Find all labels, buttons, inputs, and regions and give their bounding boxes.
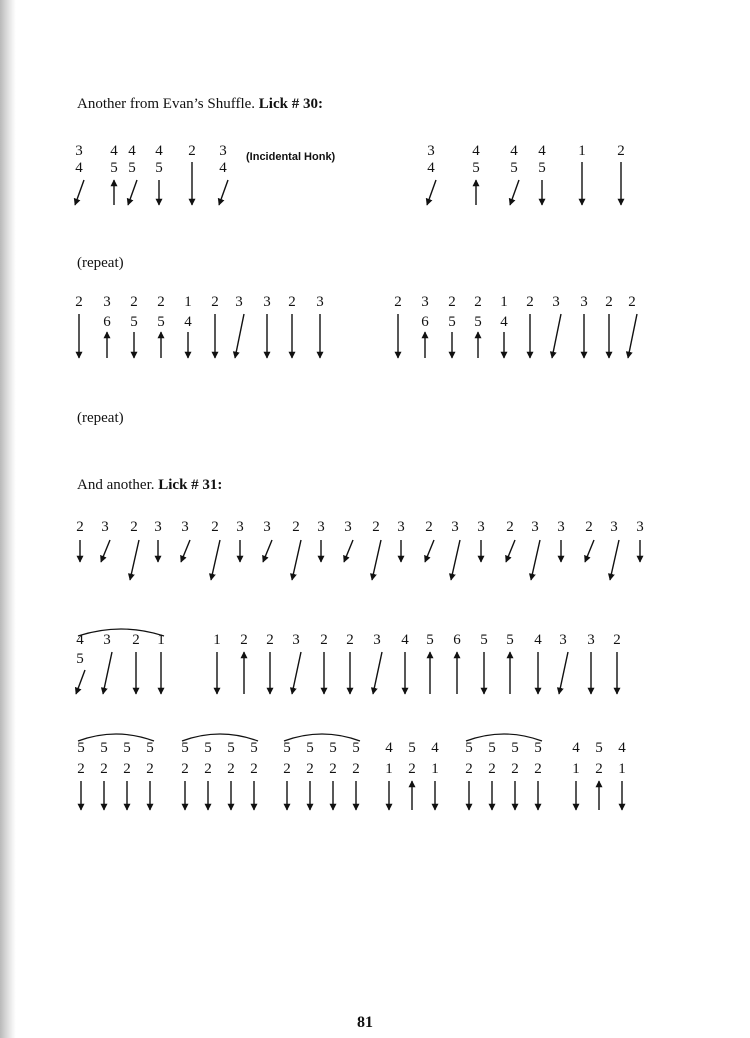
lick31-row1-arrow-4 [181,540,190,562]
lick31-row1-num-2: 2 [130,519,138,535]
lick31-row3-mid-0: 2 [77,761,85,777]
lick-30-intro: Another from Evan’s Shuffle. [77,96,256,112]
lick31-row1-num-16: 2 [506,519,514,535]
lick31-row3-top-8: 5 [283,740,291,756]
lick30-row1-arrow-6 [427,180,436,205]
lick30-row1-mid-2: 5 [128,160,136,176]
lick31-row1-arrow-10 [344,540,353,562]
repeat-label-2: (repeat) [77,410,124,426]
lick31-row1-arrow-13 [425,540,434,562]
lick30-row2-top-10: 2 [394,294,402,310]
lick31-row2-arrow-1 [103,652,112,694]
lick31-row1-num-17: 3 [531,519,539,535]
lick31-row3-mid-15: 2 [465,761,473,777]
lick30-row1-mid-8: 5 [510,160,518,176]
lick31-row3-top-1: 5 [100,740,108,756]
lick31-row1-arrow-11 [372,540,381,580]
lick31-row1-arrow-20 [610,540,619,580]
lick31-row2-top-6: 2 [266,632,274,648]
lick31-row2-top-10: 3 [373,632,381,648]
lick31-row3-top-12: 4 [385,740,393,756]
lick31-row2-top-5: 2 [240,632,248,648]
lick31-row3-top-19: 4 [572,740,580,756]
lick30-row1-top-6: 3 [427,143,435,159]
lick31-row3-slur-1 [78,734,154,741]
lick30-row1-mid-0: 4 [75,160,83,176]
lick31-row1-num-13: 2 [425,519,433,535]
lick31-row3-slur-2 [182,734,258,741]
lick31-row1-num-7: 3 [263,519,271,535]
lick31-row1-arrow-17 [531,540,540,580]
lick30-row2-top-16: 3 [552,294,560,310]
lick31-row2-arrow-0 [76,670,85,694]
lick31-row1-num-8: 2 [292,519,300,535]
lick31-row3-mid-7: 2 [250,761,258,777]
lick31-row3-top-13: 5 [408,740,416,756]
lick31-row3-top-16: 5 [488,740,496,756]
lick31-row1-arrow-16 [506,540,515,562]
lick30-row2-mid-2: 5 [130,314,138,330]
lick31-row3-mid-2: 2 [123,761,131,777]
lick31-row1-arrow-14 [451,540,460,580]
lick30-row2-top-1: 3 [103,294,111,310]
lick30-row2-top-15: 2 [526,294,534,310]
lick31-row1-arrow-2 [130,540,139,580]
lick31-row3-top-7: 5 [250,740,258,756]
lick31-row3-mid-19: 1 [572,761,580,777]
lick30-row1-top-9: 4 [538,143,546,159]
lick31-row2-top-18: 3 [587,632,595,648]
lick31-row2-top-0: 4 [76,632,84,648]
lick30-row1-mid-5: 4 [219,160,227,176]
lick30-row1-arrow-0 [75,180,84,205]
lick31-row2-top-13: 6 [453,632,461,648]
lick31-row1-num-5: 2 [211,519,219,535]
lick30-row1-arrow-5 [219,180,228,205]
lick31-row3-top-21: 4 [618,740,626,756]
lick31-row2-top-3: 1 [157,632,165,648]
tab-layer [75,143,644,810]
lick30-row2-mid-4: 4 [184,314,192,330]
lick30-row2-mid-12: 5 [448,314,456,330]
lick30-row2-top-6: 3 [235,294,243,310]
lick30-row2-top-12: 2 [448,294,456,310]
lick31-row3-mid-16: 2 [488,761,496,777]
lick31-row3-mid-21: 1 [618,761,626,777]
lick31-row1-arrow-1 [101,540,110,562]
lick31-row1-arrow-8 [292,540,301,580]
lick31-row3-top-3: 5 [146,740,154,756]
lick31-row3-mid-14: 1 [431,761,439,777]
lick31-row1-num-6: 3 [236,519,244,535]
lick31-row3-mid-17: 2 [511,761,519,777]
lick31-row1-num-11: 2 [372,519,380,535]
lick31-row1-num-9: 3 [317,519,325,535]
lick31-row3-top-14: 4 [431,740,439,756]
lick31-row2-arrow-7 [292,652,301,694]
incidental-honk-note: (Incidental Honk) [246,151,336,163]
lick31-row2-arrow-17 [559,652,568,694]
lick31-row2-top-14: 5 [480,632,488,648]
lick30-row2-mid-13: 5 [474,314,482,330]
lick31-row3-top-18: 5 [534,740,542,756]
lick31-row3-mid-3: 2 [146,761,154,777]
lick30-row1-mid-7: 5 [472,160,480,176]
lick31-row1-num-10: 3 [344,519,352,535]
lick31-row2-top-17: 3 [559,632,567,648]
repeat-label-1: (repeat) [77,255,124,271]
lick30-row1-mid-9: 5 [538,160,546,176]
lick31-row2-slur [78,629,164,636]
lick30-row2-top-19: 2 [628,294,636,310]
page-number: 81 [357,1014,373,1031]
lick30-row2-top-3: 2 [157,294,165,310]
lick30-row2-arrow-6 [235,314,244,358]
lick31-row3-mid-1: 2 [100,761,108,777]
lick31-row1-num-18: 3 [557,519,565,535]
lick31-row1-num-12: 3 [397,519,405,535]
lick31-row3-top-11: 5 [352,740,360,756]
lick31-row1-arrow-19 [585,540,594,562]
lick30-row1-top-10: 1 [578,143,586,159]
lick31-row3-top-5: 5 [204,740,212,756]
lick31-row3-mid-8: 2 [283,761,291,777]
lick31-row1-arrow-7 [263,540,272,562]
lick30-row2-top-17: 3 [580,294,588,310]
lick30-row2-top-13: 2 [474,294,482,310]
lick30-row2-top-2: 2 [130,294,138,310]
lick31-row3-top-17: 5 [511,740,519,756]
lick30-row2-arrow-19 [628,314,637,358]
lick30-row1-top-4: 2 [188,143,196,159]
lick31-row3-top-15: 5 [465,740,473,756]
lick31-row3-mid-13: 2 [408,761,416,777]
lick31-row1-num-1: 3 [101,519,109,535]
lick31-row3-top-10: 5 [329,740,337,756]
lick30-row2-mid-3: 5 [157,314,165,330]
lick31-row2-top-11: 4 [401,632,409,648]
lick31-row2-top-15: 5 [506,632,514,648]
lick30-row1-top-8: 4 [510,143,518,159]
lick30-row2-top-9: 3 [316,294,324,310]
lick31-row1-num-20: 3 [610,519,618,535]
lick30-row2-top-0: 2 [75,294,83,310]
lick30-row2-mid-11: 6 [421,314,429,330]
lick31-row1-arrow-5 [211,540,220,580]
lick30-row2-top-4: 1 [184,294,192,310]
lick31-row2-top-16: 4 [534,632,542,648]
lick30-row2-top-18: 2 [605,294,613,310]
lick31-row1-num-21: 3 [636,519,644,535]
lick31-row2-top-9: 2 [346,632,354,648]
lick31-row2-top-1: 3 [103,632,111,648]
lick30-row1-arrow-2 [128,180,137,205]
lick30-row2-top-14: 1 [500,294,508,310]
lick31-row3-top-0: 5 [77,740,85,756]
lick31-row3-slur-3 [284,734,360,741]
lick30-row1-mid-3: 5 [155,160,163,176]
lick31-row3-mid-12: 1 [385,761,393,777]
lick31-row1-num-19: 2 [585,519,593,535]
lick31-row2-top-12: 5 [426,632,434,648]
lick30-row2-arrow-16 [552,314,561,358]
lick31-row2-top-4: 1 [213,632,221,648]
lick30-row1-top-7: 4 [472,143,480,159]
lick30-row1-arrow-8 [510,180,519,205]
lick30-row1-mid-6: 4 [427,160,435,176]
lick-31-label: Lick # 31: [158,477,223,493]
lick31-row3-mid-9: 2 [306,761,314,777]
lick31-row2-top-7: 3 [292,632,300,648]
lick31-row2-top-2: 2 [132,632,140,648]
lick31-row2-top-19: 2 [613,632,621,648]
lick30-row2-mid-14: 4 [500,314,508,330]
lick-31-intro: And another. [77,477,155,493]
lick31-row2-arrow-10 [373,652,382,694]
lick30-row1-mid-1: 5 [110,160,118,176]
lick31-row3-mid-11: 2 [352,761,360,777]
lick30-row1-top-11: 2 [617,143,625,159]
lick31-row3-mid-6: 2 [227,761,235,777]
lick-30-label: Lick # 30: [258,96,323,112]
lick30-row2-top-7: 3 [263,294,271,310]
lick30-row1-top-0: 3 [75,143,83,159]
lick31-row3-mid-20: 2 [595,761,603,777]
lick31-row1-num-3: 3 [154,519,162,535]
lick31-row3-slur-4 [466,734,542,741]
lick30-row2-top-8: 2 [288,294,296,310]
lick31-row3-top-9: 5 [306,740,314,756]
lick31-row1-num-4: 3 [181,519,189,535]
lick31-row3-mid-5: 2 [204,761,212,777]
lick31-row3-mid-4: 2 [181,761,189,777]
lick31-row2-top-8: 2 [320,632,328,648]
lick31-row3-top-6: 5 [227,740,235,756]
lick31-row3-mid-18: 2 [534,761,542,777]
lick30-row1-top-1: 4 [110,143,118,159]
lick31-row3-top-2: 5 [123,740,131,756]
lick31-row3-mid-10: 2 [329,761,337,777]
lick31-row3-top-4: 5 [181,740,189,756]
lick31-row1-num-14: 3 [451,519,459,535]
lick30-row1-top-3: 4 [155,143,163,159]
lick31-row3-top-20: 5 [595,740,603,756]
lick30-row1-top-5: 3 [219,143,227,159]
lick31-row2-mid-0: 5 [76,651,84,667]
lick31-row1-num-0: 2 [76,519,84,535]
lick30-row2-mid-1: 6 [103,314,111,330]
lick30-row2-top-11: 3 [421,294,429,310]
lick30-row2-top-5: 2 [211,294,219,310]
lick30-row1-top-2: 4 [128,143,136,159]
lick31-row1-num-15: 3 [477,519,485,535]
